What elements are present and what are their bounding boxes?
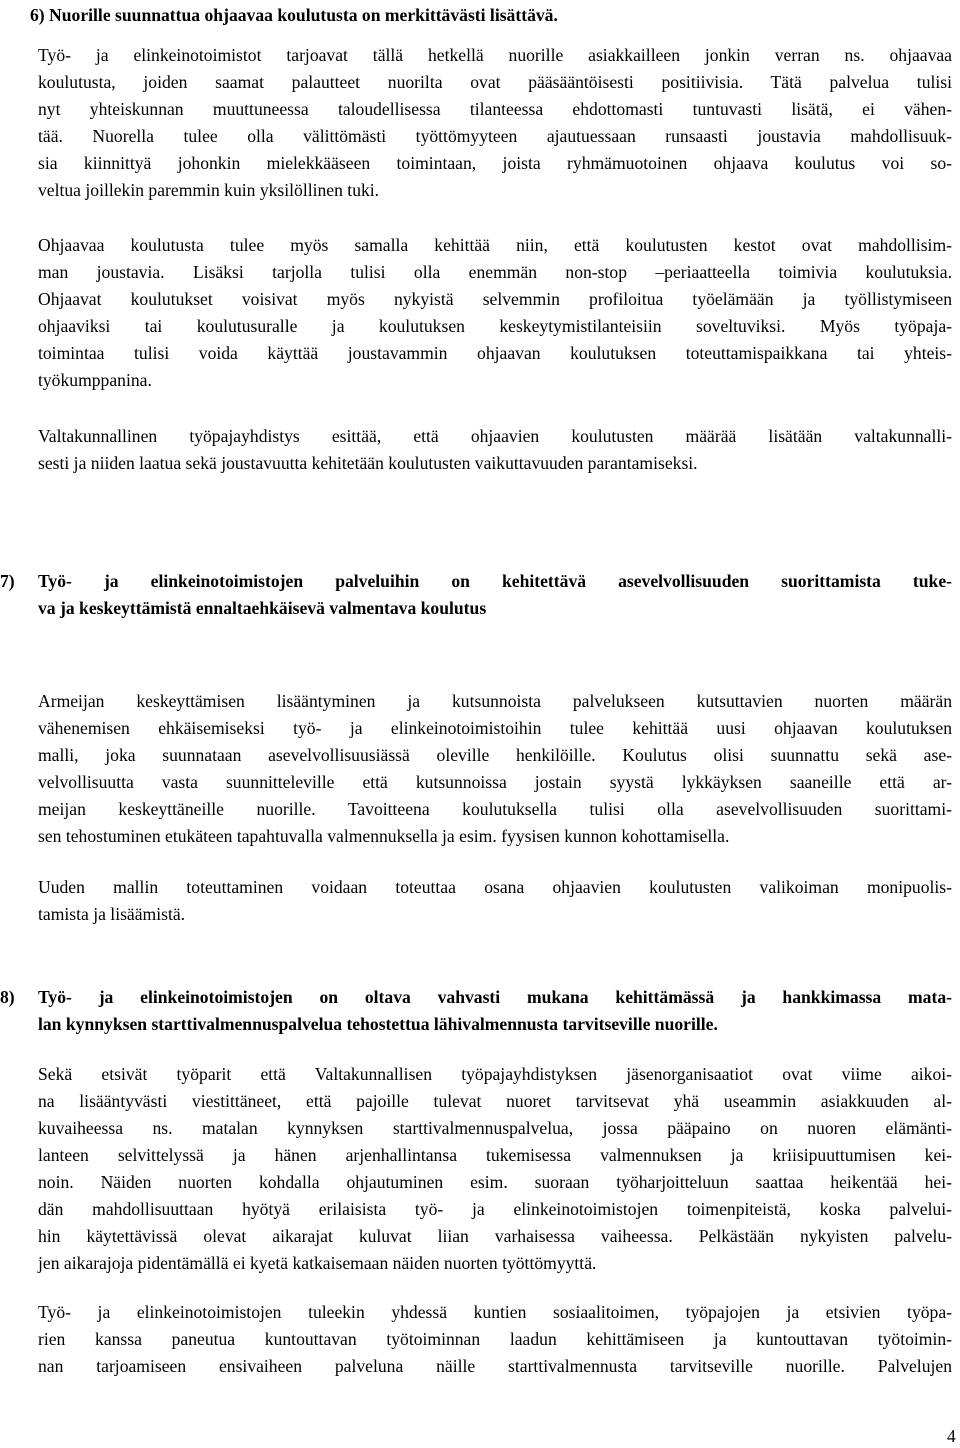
section-6-p2-line: työkumppanina. [38,370,152,390]
section-6-p2-line: man joustavia. Lisäksi tarjolla tulisi olla enemmän non-stop –periaatteella toimivia koulutuksia. [38,262,952,282]
section-8-heading-line: lan kynnyksen starttivalmennuspalvelua tehostettua lähivalmennusta tarvitseville nuorille. [38,1014,718,1034]
section-8-p2-line: nan tarjoamiseen ensivaiheen palveluna näille starttivalmennusta tarvitseville nuorille. Palvelujen [38,1356,952,1376]
section-7-p1-line: Armeijan keskeyttämisen lisääntyminen ja kutsunnoista palvelukseen kutsuttavien nuorten määrän [38,691,952,711]
section-7-heading-line: va ja keskeyttämistä ennaltaehkäisevä valmentava koulutus [38,598,487,618]
section-8-p1-line: Sekä etsivät työparit että Valtakunnallisen työpajayhdistyksen jäsenorganisaatiot ovat viime aikoi- [38,1064,952,1084]
section-6-heading: 6) Nuorille suunnattua ohjaavaa koulutusta on merkittävästi lisättävä. [30,5,558,25]
section-6-p2-line: ohjaaviksi tai koulutusuralle ja koulutuksen keskeytymistilanteisiin soveltuviksi. Myös työpaja- [38,316,952,336]
section-8-p1-line: lanteen selvittelyssä ja hänen arjenhallintansa tukemisessa valmennuksen ja kriisipuuttumisen kei- [38,1145,952,1165]
section-8-heading-line: Työ- ja elinkeinotoimistojen on oltava vahvasti mukana kehittämässä ja hankkimassa mata- [38,987,952,1007]
section-7-p1-line: velvollisuutta vasta suunnitteleville että kutsunnoissa jostain syystä lykkäyksen saaneille että ar- [38,772,952,792]
section-8-p1-line: jen aikarajoja pidentämällä ei kyetä katkaisemaan näiden nuorten työttömyyttä. [38,1253,597,1273]
section-6-p2-line: Ohjaavat koulutukset voisivat myös nykyistä selvemmin profiloitua työelämään ja työllistymiseen [38,289,952,309]
section-8-p1-line: na lisääntyvästi viestittäneet, että pajoille tulevat nuoret tarvitsevat yhä useammin asiakkuuden al- [38,1091,952,1111]
section-7-p2-line: Uuden mallin toteuttaminen voidaan toteuttaa osana ohjaavien koulutusten valikoiman monipuolis- [38,877,952,897]
section-7-p1-line: vähenemisen ehkäisemiseksi työ- ja elinkeinotoimistoihin tulee kehittää uusi ohjaavan koulutuksen [38,718,952,738]
section-8-p1-line: kuvaiheessa ns. matalan kynnyksen starttivalmennuspalvelua, jossa pääpaino on nuoren elämänti- [38,1118,952,1138]
section-8-p1-line: dän mahdollisuuttaan hyötyä erilaisista työ- ja elinkeinotoimistojen toimenpiteistä, koska palvelui- [38,1199,952,1219]
section-8-p2-line: Työ- ja elinkeinotoimistojen tuleekin yhdessä kuntien sosiaalitoimen, työpajojen ja etsivien työpa- [38,1302,952,1322]
section-6-p1-line: tää. Nuorella tulee olla välittömästi työttömyyteen ajautuessaan runsaasti joustavia mahdollisuuk- [38,126,952,146]
section-7-p1-line: meijan keskeyttäneille nuorille. Tavoitteena koulutuksella tulisi olla asevelvollisuuden suorittami- [38,799,952,819]
page-number: 4 [947,1426,956,1446]
section-6-p3-line: Valtakunnallinen työpajayhdistys esittää, että ohjaavien koulutusten määrää lisätään valtakunnalli- [38,426,952,446]
section-6-p1-line: sia kiinnittyä johonkin mielekkääseen toimintaan, joista ryhmämuotoinen ohjaava koulutus voi so- [38,153,952,173]
section-6-p1-line: koulutusta, joiden saamat palautteet nuorilta ovat pääsääntöisesti positiivisia. Tätä palvelua tulisi [38,72,952,92]
section-6-p3-line: sesti ja niiden laatua sekä joustavuutta kehitetään koulutusten vaikuttavuuden parantamiseksi. [38,453,698,473]
section-6-p1-line: Työ- ja elinkeinotoimistot tarjoavat tällä hetkellä nuorille asiakkailleen jonkin verran ns. ohjaavaa [38,45,952,65]
section-8-number: 8) [0,987,15,1007]
section-8-p1-line: hin käytettävissä olevat aikarajat kuluvat liian varhaisessa vaiheessa. Pelkästään nykyisten palvelu- [38,1226,952,1246]
section-7-p2-line: tamista ja lisäämistä. [38,904,186,924]
section-7-p1-line: sen tehostuminen etukäteen tapahtuvalla valmennuksella ja esim. fyysisen kunnon kohottamisella. [38,826,730,846]
section-7-number: 7) [0,571,15,591]
section-6-p2-line: toimintaa tulisi voida käyttää joustavammin ohjaavan koulutuksen toteuttamispaikkana tai yhteis- [38,343,952,363]
section-8-p2-line: rien kanssa paneutua kuntouttavan työtoiminnan laadun kehittämiseen ja kuntouttavan työtoimin- [38,1329,952,1349]
section-6-p2-line: Ohjaavaa koulutusta tulee myös samalla kehittää niin, että koulutusten kestot ovat mahdollisim- [38,235,952,255]
section-6-p1-line: nyt yhteiskunnan muuttuneessa taloudellisessa tilanteessa ehdottomasti tuntuvasti lisätä, ei vähen- [38,99,952,119]
section-7-p1-line: malli, joka suunnataan asevelvollisuusiässä oleville henkilöille. Koulutus olisi suunnattu sekä ase- [38,745,952,765]
section-7-heading-line: Työ- ja elinkeinotoimistojen palveluihin on kehitettävä asevelvollisuuden suorittamista tuke- [38,571,952,591]
section-6-p1-line: veltua joillekin paremmin kuin yksilöllinen tuki. [38,180,380,200]
section-8-p1-line: noin. Näiden nuorten kohdalla ohjautuminen esim. suoraan työharjoitteluun saattaa heikentää hei- [38,1172,952,1192]
